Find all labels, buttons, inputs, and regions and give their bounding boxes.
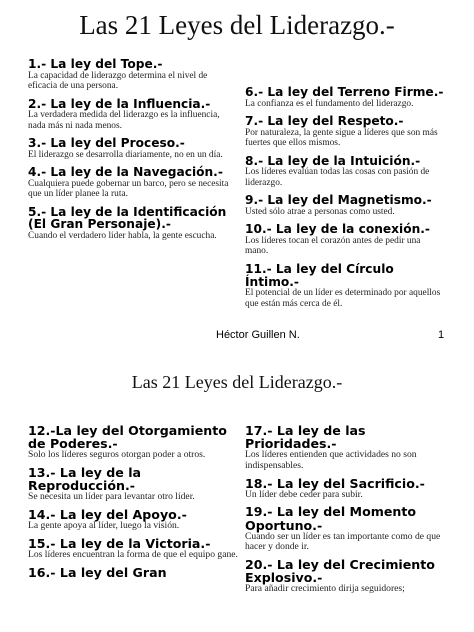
law-description: La gente apoya al líder, luego la visión.	[28, 520, 180, 532]
law-description: Usted sólo atrae a personas como usted.	[245, 206, 395, 217]
law-item	[28, 58, 236, 92]
law-description: El liderazgo se desarrolla diariamente, no en un día.	[28, 149, 223, 160]
law-description: Para añadir crecimiento dirija seguidores;	[245, 583, 405, 595]
law-item	[28, 137, 236, 160]
law-description: Los líderes tocan el corazón antes de pedir una mano.	[245, 236, 421, 257]
slide-2	[0, 352, 474, 632]
law-heading: 4.- La ley de la Navegación.-	[28, 165, 223, 180]
law-description: Los líderes encuentran la forma de que el equipo gane.	[28, 548, 238, 560]
law-heading: 1.- La ley del Tope.-	[28, 57, 163, 71]
law-description: Un líder debe ceder para subir.	[245, 488, 363, 500]
law-item	[245, 155, 445, 189]
law-item	[245, 115, 445, 149]
law-item	[28, 466, 240, 503]
law-item	[28, 537, 240, 561]
law-description: La capacidad de liderazgo determina el nivel de eficacia de una persona.	[28, 70, 208, 92]
law-description: Cuando ser un líder es tan importante como de que hacer y donde ir.	[245, 530, 441, 553]
law-heading: 14.- La ley del Apoyo.-	[28, 506, 187, 522]
law-heading: 13.- La ley de la Reproducción.-	[28, 464, 142, 494]
law-heading: 17.- La ley de las Prioridades.-	[245, 423, 366, 452]
footer-author: Héctor Guillen N.	[216, 329, 300, 341]
law-description: Se necesita un líder para levantar otro líder.	[28, 491, 195, 503]
law-description: Por naturaleza, la gente sigue a líderes que son más fuertes que ellos mismos.	[245, 127, 438, 149]
law-heading: 3.- La ley del Proceso.-	[28, 136, 185, 150]
slide-title: Las 21 Leyes del Liderazgo.-	[131, 372, 343, 392]
law-item	[28, 206, 236, 242]
law-description: Los líderes evalúan todas las cosas con pasión de liderazgo.	[245, 167, 430, 188]
laws-column-right	[245, 86, 445, 309]
law-description: Cuando el verdadero líder habla, la gente escucha.	[28, 231, 217, 242]
law-item	[245, 477, 450, 501]
law-item	[245, 223, 445, 257]
laws-column-left	[28, 58, 236, 242]
laws-column-left	[28, 424, 240, 579]
slide-title: Las 21 Leyes del Liderazgo.-	[79, 10, 395, 40]
law-description: Los líderes entienden que actividades no son indispensables.	[245, 449, 417, 471]
law-item	[245, 424, 450, 472]
law-heading: 18.- La ley del Sacrificio.-	[245, 475, 425, 491]
law-item	[245, 194, 445, 217]
law-item	[28, 98, 236, 132]
law-heading: 6.- La ley del Terreno Firme.-	[245, 85, 444, 99]
law-heading: 7.- La ley del Respeto.-	[245, 114, 404, 129]
law-item	[245, 86, 445, 109]
law-heading: 15.- La ley de la Victoria.-	[28, 535, 211, 551]
law-heading: 10.- La ley de la conexión.-	[245, 222, 430, 237]
law-description: La verdadera medida del liderazgo es la influencia, nada más ni nada menos.	[28, 110, 220, 131]
law-item	[28, 508, 240, 532]
law-heading: 19.- La ley del Momento Oportuno.-	[245, 504, 417, 533]
law-heading: 16.- La ley del Gran	[28, 564, 167, 580]
law-description: La confianza es el fundamento del liderazgo.	[245, 98, 414, 109]
law-item	[245, 505, 450, 553]
law-heading: 12.-La ley del Otorgamiento de Poderes.-	[28, 423, 227, 452]
law-item	[245, 263, 445, 309]
law-heading: 2.- La ley de la Influencia.-	[28, 96, 211, 111]
law-item	[28, 424, 240, 461]
law-heading: 20.- La ley del Crecimiento Explosivo.-	[245, 556, 435, 586]
law-heading: 11.- La ley del Círculo Íntimo.-	[245, 261, 394, 289]
law-description: El potencial de un líder es determinado por aquellos que están más cerca de él.	[245, 288, 441, 309]
law-item	[28, 566, 240, 579]
law-item	[245, 558, 450, 595]
laws-column-right	[245, 424, 450, 595]
law-heading: 8.- La ley de la Intuición.-	[245, 153, 421, 168]
law-description: Cualquiera puede gobernar un barco, pero se necesita que un líder planee la ruta.	[28, 178, 229, 200]
page-number: 1	[438, 329, 445, 341]
law-heading: 5.- La ley de la Identificación (El Gran Personaje).-	[28, 204, 227, 232]
law-description: Solo los líderes seguros otorgan poder a otros.	[28, 449, 206, 461]
law-heading: 9.- La ley del Magnetismo.-	[245, 193, 432, 208]
law-item	[28, 166, 236, 200]
